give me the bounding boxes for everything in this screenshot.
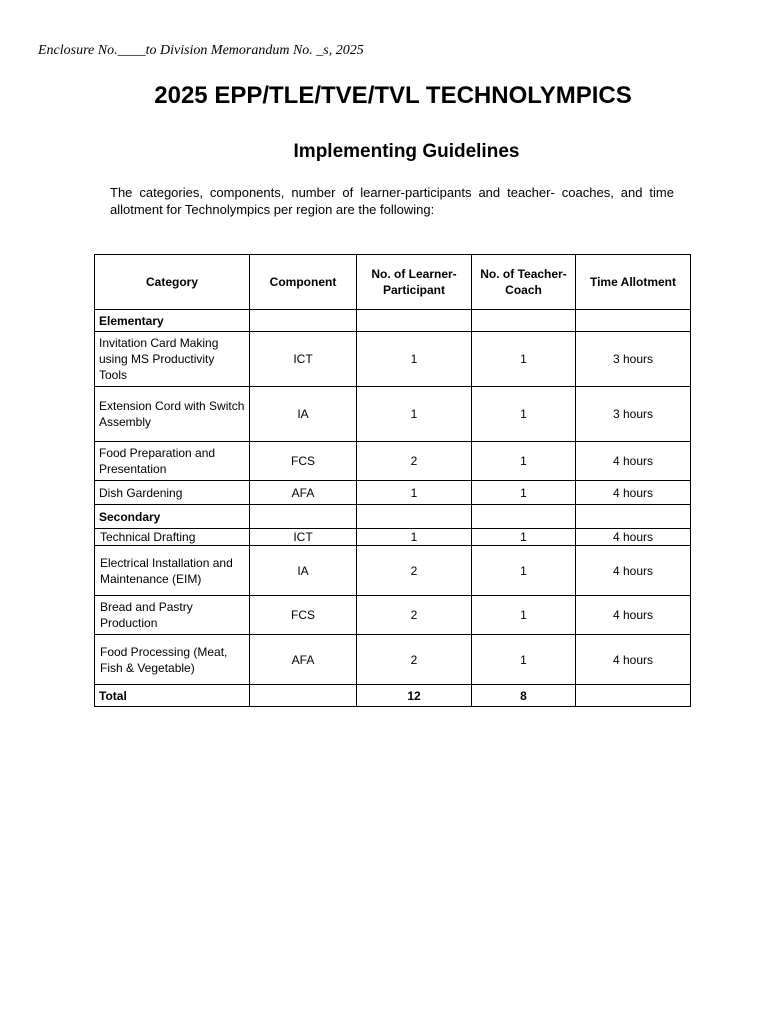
cell-learners: 1 [357, 332, 472, 387]
total-coaches: 8 [472, 685, 576, 707]
section-row-elementary [95, 310, 691, 332]
total-row [95, 685, 691, 707]
section-label-elementary: Elementary [95, 310, 250, 332]
cell-category: Bread and Pastry Production [95, 596, 250, 635]
intro-paragraph: The categories, components, number of learner-participants and teacher- coaches, and time allotment for Technolympics per region are the following: [110, 185, 674, 217]
cell-coaches: 1 [472, 387, 576, 442]
cell-coaches: 1 [472, 481, 576, 505]
cell-component: AFA [250, 481, 357, 505]
cell-coaches: 1 [472, 596, 576, 635]
cell-coaches: 1 [472, 635, 576, 685]
cell-component: ICT [250, 529, 357, 546]
cell-coaches: 1 [472, 442, 576, 481]
cell-component: FCS [250, 596, 357, 635]
cell-learners: 1 [357, 387, 472, 442]
table-row [95, 635, 691, 685]
cell-category: Extension Cord with Switch Assembly [95, 387, 250, 442]
cell-component: IA [250, 546, 357, 596]
cell-learners: 1 [357, 529, 472, 546]
cell-category: Invitation Card Making using MS Productivity Tools [95, 332, 250, 387]
cell-coaches: 1 [472, 332, 576, 387]
section-label-secondary: Secondary [95, 505, 250, 529]
cell-component: FCS [250, 442, 357, 481]
cell-coaches: 1 [472, 529, 576, 546]
table-row [95, 546, 691, 596]
guidelines-table [94, 254, 691, 707]
header-learners: No. of Learner-Participant [357, 255, 472, 310]
cell-time: 4 hours [576, 596, 691, 635]
table-row [95, 481, 691, 505]
cell-time: 3 hours [576, 332, 691, 387]
header-coaches: No. of Teacher-Coach [472, 255, 576, 310]
table-row [95, 332, 691, 387]
section-row-secondary [95, 505, 691, 529]
total-learners: 12 [357, 685, 472, 707]
cell-component: IA [250, 387, 357, 442]
cell-category: Dish Gardening [95, 481, 250, 505]
cell-learners: 2 [357, 546, 472, 596]
table-row [95, 596, 691, 635]
cell-learners: 1 [357, 481, 472, 505]
cell-learners: 2 [357, 442, 472, 481]
page-subtitle: Implementing Guidelines [293, 141, 520, 162]
table-header-row [95, 255, 691, 310]
cell-component: AFA [250, 635, 357, 685]
cell-category: Electrical Installation and Maintenance (EIM) [95, 546, 250, 596]
header-time: Time Allotment [576, 255, 691, 310]
cell-time: 4 hours [576, 481, 691, 505]
cell-learners: 2 [357, 596, 472, 635]
table-row [95, 387, 691, 442]
cell-time: 4 hours [576, 442, 691, 481]
header-category: Category [95, 255, 250, 310]
cell-time: 4 hours [576, 546, 691, 596]
cell-learners: 2 [357, 635, 472, 685]
cell-category: Food Preparation and Presentation [95, 442, 250, 481]
cell-coaches: 1 [472, 546, 576, 596]
page-title: 2025 EPP/TLE/TVE/TVL TECHNOLYMPICS [154, 82, 632, 109]
cell-category: Technical Drafting [95, 529, 250, 546]
table-row [95, 529, 691, 546]
table-row [95, 442, 691, 481]
cell-time: 4 hours [576, 529, 691, 546]
enclosure-line: Enclosure No.____to Division Memorandum No. _s, 2025 [38, 43, 364, 58]
header-component: Component [250, 255, 357, 310]
total-label: Total [95, 685, 250, 707]
cell-time: 3 hours [576, 387, 691, 442]
cell-category: Food Processing (Meat, Fish & Vegetable) [95, 635, 250, 685]
cell-component: ICT [250, 332, 357, 387]
cell-time: 4 hours [576, 635, 691, 685]
